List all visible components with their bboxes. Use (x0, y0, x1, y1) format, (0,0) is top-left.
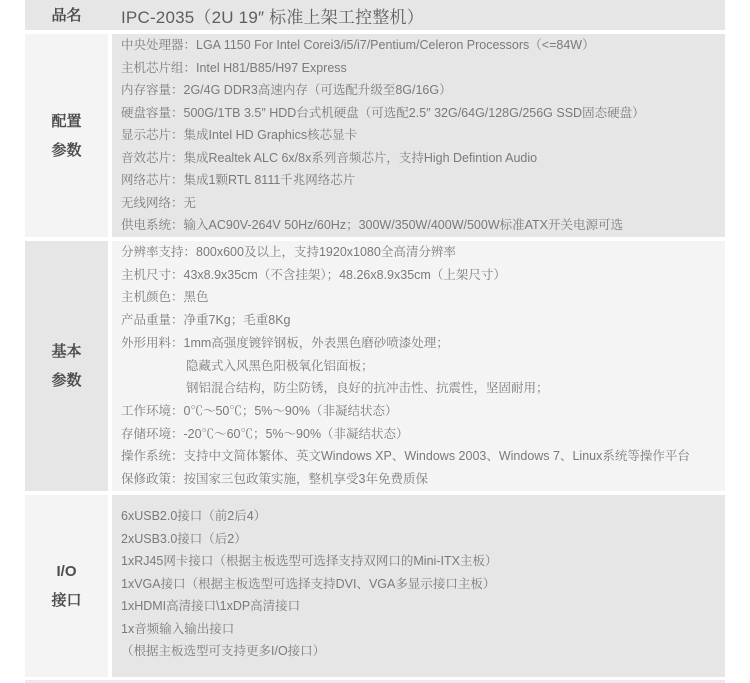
section-config-label (25, 34, 108, 237)
product-name-label-cell (25, 0, 108, 30)
spec-row: 保修政策：按国家三包政策实施，整机享受3年免费质保 (121, 472, 428, 487)
section-basic-label (25, 241, 108, 491)
spec-row: 1xRJ45网卡接口（根据主板选型可选择支持双网口的Mini-ITX主板） (121, 554, 498, 568)
section-io-ports (25, 495, 725, 677)
spec-row: 网络芯片：集成1颗RTL 8111千兆网络芯片 (121, 173, 356, 188)
spec-row: 1xVGA接口（根据主板选型可选择支持DVI、VGA多显示接口主板） (121, 576, 496, 591)
spec-row: 内存容量：2G/4G DDR3高速内存（可选配升级至8G/16G） (121, 83, 452, 98)
spec-row: 无线网络：无 (121, 195, 197, 210)
spec-row: 硬盘容量：500G/1TB 3.5″ HDD台式机硬盘（可选配2.5″ 32G/64G/128G/256G SSD固态硬盘） (121, 105, 645, 120)
product-title: IPC-2035（2U 19″ 标准上架工控整机） (121, 7, 424, 27)
spec-row: 操作系统：支持中文简体繁体、英文Windows XP、Windows 2003、Windows 7、Linux系统等操作平台 (121, 449, 690, 464)
spec-row: 钢铝混合结构，防尘防锈，良好的抗冲击性、抗震性，坚固耐用； (186, 381, 549, 396)
section-label-line: 接口 (51, 592, 82, 609)
spec-row: 工作环境：0℃～50℃；5%～90%（非凝结状态） (121, 404, 398, 419)
product-name-row (25, 0, 725, 30)
spec-row: 主机芯片组：Intel H81/B85/H97 Express (121, 60, 347, 75)
spec-row: 1xHDMI高清接口\1xDP高清接口 (121, 599, 301, 613)
section-io-content (112, 495, 725, 677)
spec-row: 隐藏式入风黑色阳极氧化铝面板； (186, 358, 374, 373)
section-label-line: 参数 (51, 141, 82, 159)
section-label-line: 配置 (51, 112, 82, 130)
spec-row: 6xUSB2.0接口（前2后4） (121, 509, 267, 523)
spec-row: 存储环境：-20℃～60℃；5%～90%（非凝结状态） (121, 426, 409, 441)
section-config-content (112, 34, 725, 237)
spec-row: 外形用料：1mm高强度镀锌钢板，外表黑色磨砂喷漆处理； (121, 335, 449, 350)
spec-row: 分辨率支持：800x600及以上，支持1920x1080全高清分辨率 (121, 245, 456, 259)
section-basic-params (25, 241, 725, 491)
section-label-line: I/O (56, 563, 77, 580)
spec-row: 中央处理器：LGA 1150 For Intel Corei3/i5/i7/Pentium/Celeron Processors（<=84W） (121, 38, 595, 52)
spec-row: 2xUSB3.0接口（后2） (121, 531, 247, 546)
spec-row: （根据主板选型可支持更多I/O接口） (121, 644, 326, 658)
spec-row: 1x音频输入输出接口 (121, 621, 235, 636)
section-config-params (25, 34, 725, 237)
section-label-line: 参数 (51, 372, 82, 389)
product-title-cell (112, 0, 725, 30)
section-label-line: 基本 (51, 343, 82, 360)
spec-row: 显示芯片：集成Intel HD Graphics核芯显卡 (121, 128, 358, 143)
spec-row: 供电系统：输入AC90V-264V 50Hz/60Hz；300W/350W/400W/500W标准ATX开关电源可选 (121, 218, 623, 233)
section-io-label (25, 495, 108, 677)
spec-row: 主机颜色：黑色 (121, 290, 209, 305)
product-name-label: 品名 (51, 6, 82, 24)
spec-row: 音效芯片：集成Realtek ALC 6x/8x系列音频芯片，支持High Defintion Audio (121, 150, 538, 165)
section-basic-content (112, 241, 725, 491)
spec-row: 产品重量：净重7Kg；毛重8Kg (121, 313, 291, 328)
spec-row: 主机尺寸：43x8.9x35cm（不含挂架）；48.26x8.9x35cm（上架尺寸） (121, 267, 506, 282)
